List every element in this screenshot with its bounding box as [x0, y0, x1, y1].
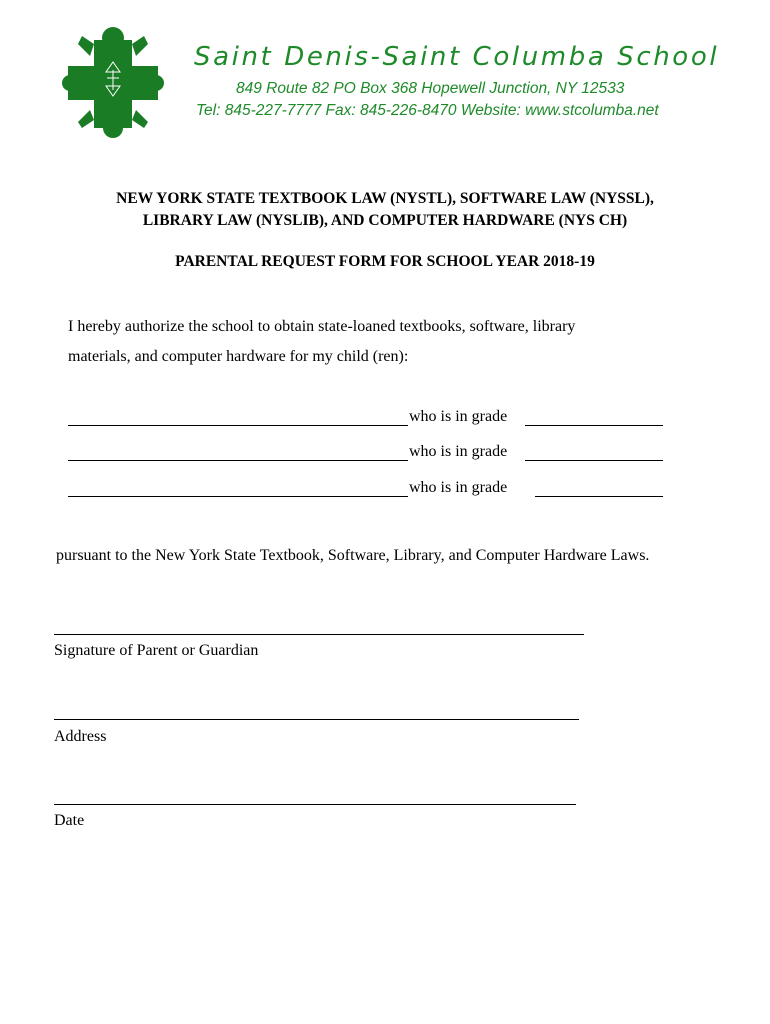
- form-title: PARENTAL REQUEST FORM FOR SCHOOL YEAR 2018-19: [175, 253, 595, 270]
- address-label: Address: [54, 728, 107, 745]
- date-field[interactable]: [54, 804, 576, 805]
- child-row: [68, 479, 668, 501]
- law-title: [40, 188, 730, 232]
- child-name-field[interactable]: [68, 425, 408, 426]
- grade-label: who is in grade: [409, 408, 508, 425]
- child-name-field[interactable]: [68, 496, 408, 497]
- child-grade-field[interactable]: [535, 496, 663, 497]
- authorization-line-1: I hereby authorize the school to obtain state-loaned textbooks, software, library: [68, 318, 576, 335]
- child-row: [68, 408, 668, 430]
- school-contact-info: Tel: 845-227-7777 Fax: 845-226-8470 Website: www.stcolumba.net: [196, 102, 659, 119]
- school-address: 849 Route 82 PO Box 368 Hopewell Junction, NY 12533: [236, 80, 625, 97]
- child-name-field[interactable]: [68, 460, 408, 461]
- pursuant-text: pursuant to the New York State Textbook, Software, Library, and Computer Hardware Laws.: [56, 547, 650, 564]
- child-row: [68, 443, 668, 465]
- child-grade-field[interactable]: [525, 425, 663, 426]
- signature-label: Signature of Parent or Guardian: [54, 642, 259, 659]
- date-label: Date: [54, 812, 85, 829]
- law-title-line-2: LIBRARY LAW (NYSLIB), AND COMPUTER HARDWARE (NYS CH): [142, 212, 628, 229]
- school-name: Saint Denis-Saint Columba School: [194, 42, 720, 72]
- cross-logo-icon: [62, 26, 164, 138]
- authorization-text: [68, 312, 668, 372]
- law-title-line-1: NEW YORK STATE TEXTBOOK LAW (NYSTL), SOFTWARE LAW (NYSSL),: [116, 190, 654, 207]
- signature-field[interactable]: [54, 634, 584, 635]
- grade-label: who is in grade: [409, 479, 508, 496]
- authorization-line-2: materials, and computer hardware for my child (ren):: [68, 348, 409, 365]
- school-logo: [62, 26, 164, 138]
- grade-label: who is in grade: [409, 443, 508, 460]
- child-grade-field[interactable]: [525, 460, 663, 461]
- address-field[interactable]: [54, 719, 579, 720]
